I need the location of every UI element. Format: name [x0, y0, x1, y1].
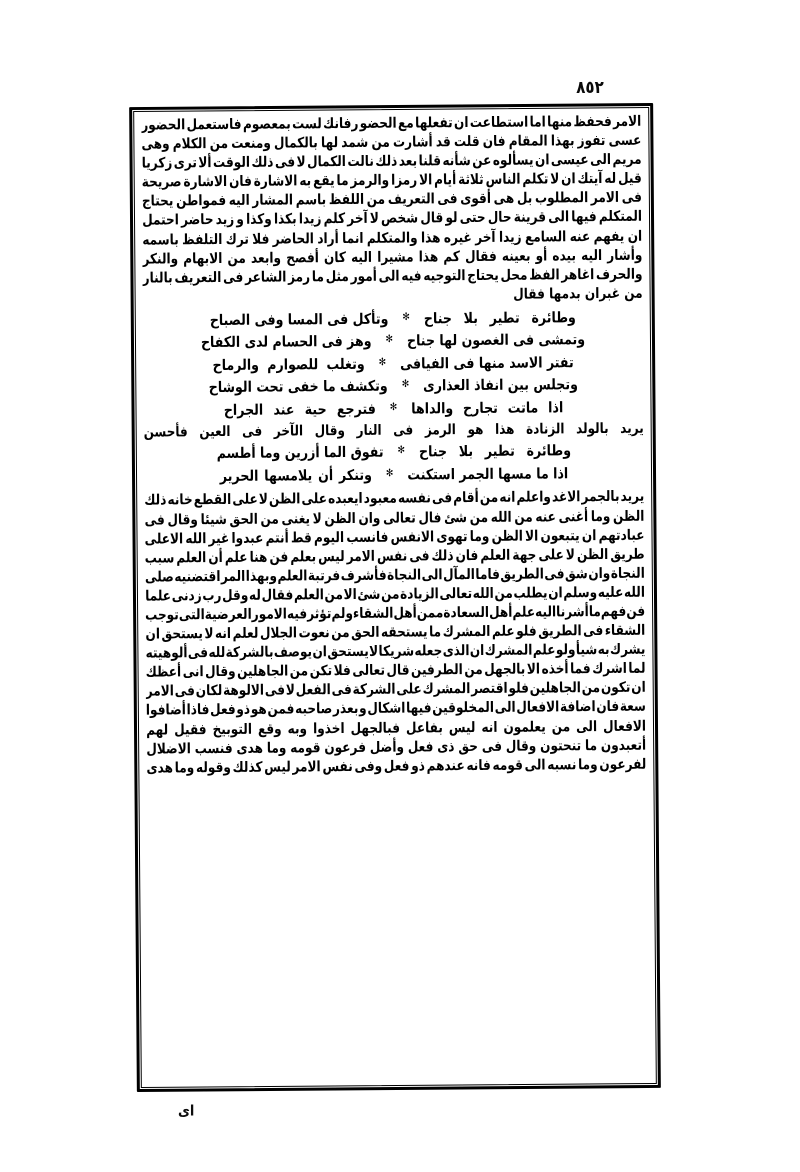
prose-line: الشقاء فى الطريق فلو علم المشرك ما يستحقه الحق من نعوت الجلال لعلم انه لا يستحق ان: [145, 621, 646, 643]
prose-line: المتكلم فيها الى قرينة حال حتى لو قال شخص لا آخر كلم زيدا بكذا وكذا و زيد حاضر احتمل: [142, 208, 643, 229]
prose-line: طريق الظن لا على جهة العلم فان ذلك فى نفس الامر ليس بعلم فن هنا علم أن العلم سبب: [144, 545, 645, 566]
verse-separator-icon: ✻: [385, 334, 394, 346]
prose-line: فن فهم ما أشرنا اليه علم أهل السعادة ممن أهل الشقاء ولم تؤثر فيه الامور العرضية التى توجب: [145, 602, 646, 624]
prose-section-top: [141, 112, 642, 307]
prose-line: والحرف اغاهر الفظ محل يحتاج التوجيه فيه الى أمور مثل ما رمز الشاعر فى التعريف بالنار: [142, 265, 643, 286]
prose-line: يريد بالجمر الاغد واعلم انه من أقام فى نفسه معبود ايعبده على الظن لا على القطع خانه ذلك: [144, 488, 645, 509]
catchword: اى: [178, 1103, 195, 1120]
prose-line: مريم الى عيسى ان يسألوه عن شأنه قلنا بعد ذلك نالت الكمال لا فى ذلك الوقت ألا ترى زكريا: [141, 150, 642, 172]
prose-line: الامر فحفظ منها اما استطاعت ان تفعلها مع الحضو رفانك لست بمعصوم فاستعمل الحضور: [141, 112, 642, 134]
text-block: [141, 112, 649, 1086]
hemistich-right: تفتر الاسد منها فى الفيافى: [400, 353, 574, 372]
prose-line: أتعبدون ما تنحتون وقال فى حق ذى فعل وأضل فرعون قومه وما هدى فنسب الاضلال: [146, 736, 647, 757]
prose-line: لما اشرك فما أخذه الا بالجهل من الطرفين قال تعالى فلا تكن من الجاهلين وقال انى أعظك: [145, 659, 646, 681]
poetry-section-second: [144, 439, 644, 488]
prose-line: الله عليه وسلم ان يطلب من الله تعالى الزيادة من شئ الا من العلم فقال له وقل رب زدنى علما: [145, 583, 646, 605]
hemistich-left: فترجع حية عند الجراح: [223, 399, 376, 419]
hemistich-left: وهز فى الحسام لدى الكفاح: [200, 332, 372, 352]
prose-line: لفرعون وما نسبه الى قومه فانه عندهم ذو فعل وفى نفس الامر ليس كذلك وقوله وما هدى: [146, 755, 647, 776]
hemistich-right: وتمشى فى الغصون لها جناح: [406, 330, 586, 350]
poetry-section-first: [143, 306, 644, 422]
prose-line: من غبران بدمها فقال: [513, 284, 643, 303]
prose-line: يشرك به شيأ ولو علم المشرك ان الذى جعله شريكا لا يستحق ان يوصف بالشركة لله فى ألوهيته: [145, 640, 646, 662]
prose-line: الظن وما أغنى عنه من الله من شئ فال تعالى وان الظن لا يغنى من الحق شيئا وقال فى: [144, 507, 645, 528]
hemistich-right: وتجلس بين انفاذ العذارى: [423, 375, 578, 395]
hemistich-right: وطائرة تطير بلا جناح: [423, 308, 576, 327]
hemistich-right: اذا ما مسها الجمر استكنت: [407, 464, 569, 483]
verse-separator-icon: ✻: [385, 467, 394, 480]
prose-line: النجاة وان شق فى الطريق فاما المآل الى النجاة فأشرف فرتبة العلم وبهذا المر اقتضنيه صلى: [144, 564, 645, 585]
prose-line: عسى تفوز بهذا المقام فان قلت قد أشارت من شمد لها بالكمال ومنعت من الكلام وهى: [141, 131, 642, 153]
hemistich-left: تفوق الما أزرين وما أطسم: [216, 443, 384, 462]
hemistich-left: وتغلب للصوارم والرماح: [212, 354, 365, 374]
verse-separator-icon: ✻: [397, 445, 406, 457]
hemistich-right: اذا ماتت تجارح والداها: [411, 398, 564, 417]
hemistich-left: وتنكر أن يلامسها الحرير: [219, 465, 372, 485]
inline-commentary-note: يريد بالولد الزنادة هذا هو الرمز فى النار وقال الآخر فى العين فأحسن: [143, 420, 644, 441]
prose-line: سعة فان اضافة الافعال الى المخلوقين فيها اشكال و بعذر صاحبه فمن هو ذو فعل فاذا أضافوا: [145, 698, 646, 719]
page-number: ٨٥٢: [576, 76, 604, 98]
prose-line: عبادتهم ان يتبعون الا الظن وما تهوى الانفس فانسب اليوم قط أنتم عبدوا غير الله الاعلى: [144, 526, 645, 547]
verse-separator-icon: ✻: [402, 311, 410, 324]
prose-line: ان تكون من الجاهلين فلو اقتصر المشرك على الشركة فى الفعل لا فى الالوهة لكان فى الامر: [145, 679, 646, 700]
verse-separator-icon: ✻: [401, 379, 410, 391]
prose-line: قيل له آيتك ان لا تكلم الناس ثلاثة أيام الا رمزا والرمز ما يقع به الاشارة فان الاشارة صريحة: [141, 169, 642, 191]
hemistich-left: وتأكل فى المسا وفى الصباح: [209, 309, 389, 329]
prose-line: وأشار اليه بيده أو بعينه فقال كم هذا مشيرا اليه كان أفصح وابعد من الابهام والنكر: [142, 246, 643, 267]
text-frame: [129, 103, 661, 1092]
prose-line: الافعال الى من يعلمون انه ليس بفاعل فبالجهل اخذوا وبه وقع التوبيخ فقيل لهم: [146, 717, 647, 738]
hemistich-left: وتكشف ما خفى تحت الوشاح: [208, 377, 388, 396]
prose-line: فى الامر المطلوب بل هى أقوى فى التعريف من اللفظ باسم المشار اليه فمواطن يحتاج: [141, 189, 642, 210]
prose-section-bottom: [144, 487, 646, 777]
verse-separator-icon: ✻: [389, 401, 398, 414]
prose-line: ان يفهم عنه السامع زيدا آخر غيره هذا والمتكلم انما أراد الحاضر فلا ترك التلفظ باسمه: [142, 227, 643, 248]
hemistich-right: وطائرة تطير بلا جناح: [418, 441, 572, 461]
verse-separator-icon: ✻: [378, 356, 387, 369]
